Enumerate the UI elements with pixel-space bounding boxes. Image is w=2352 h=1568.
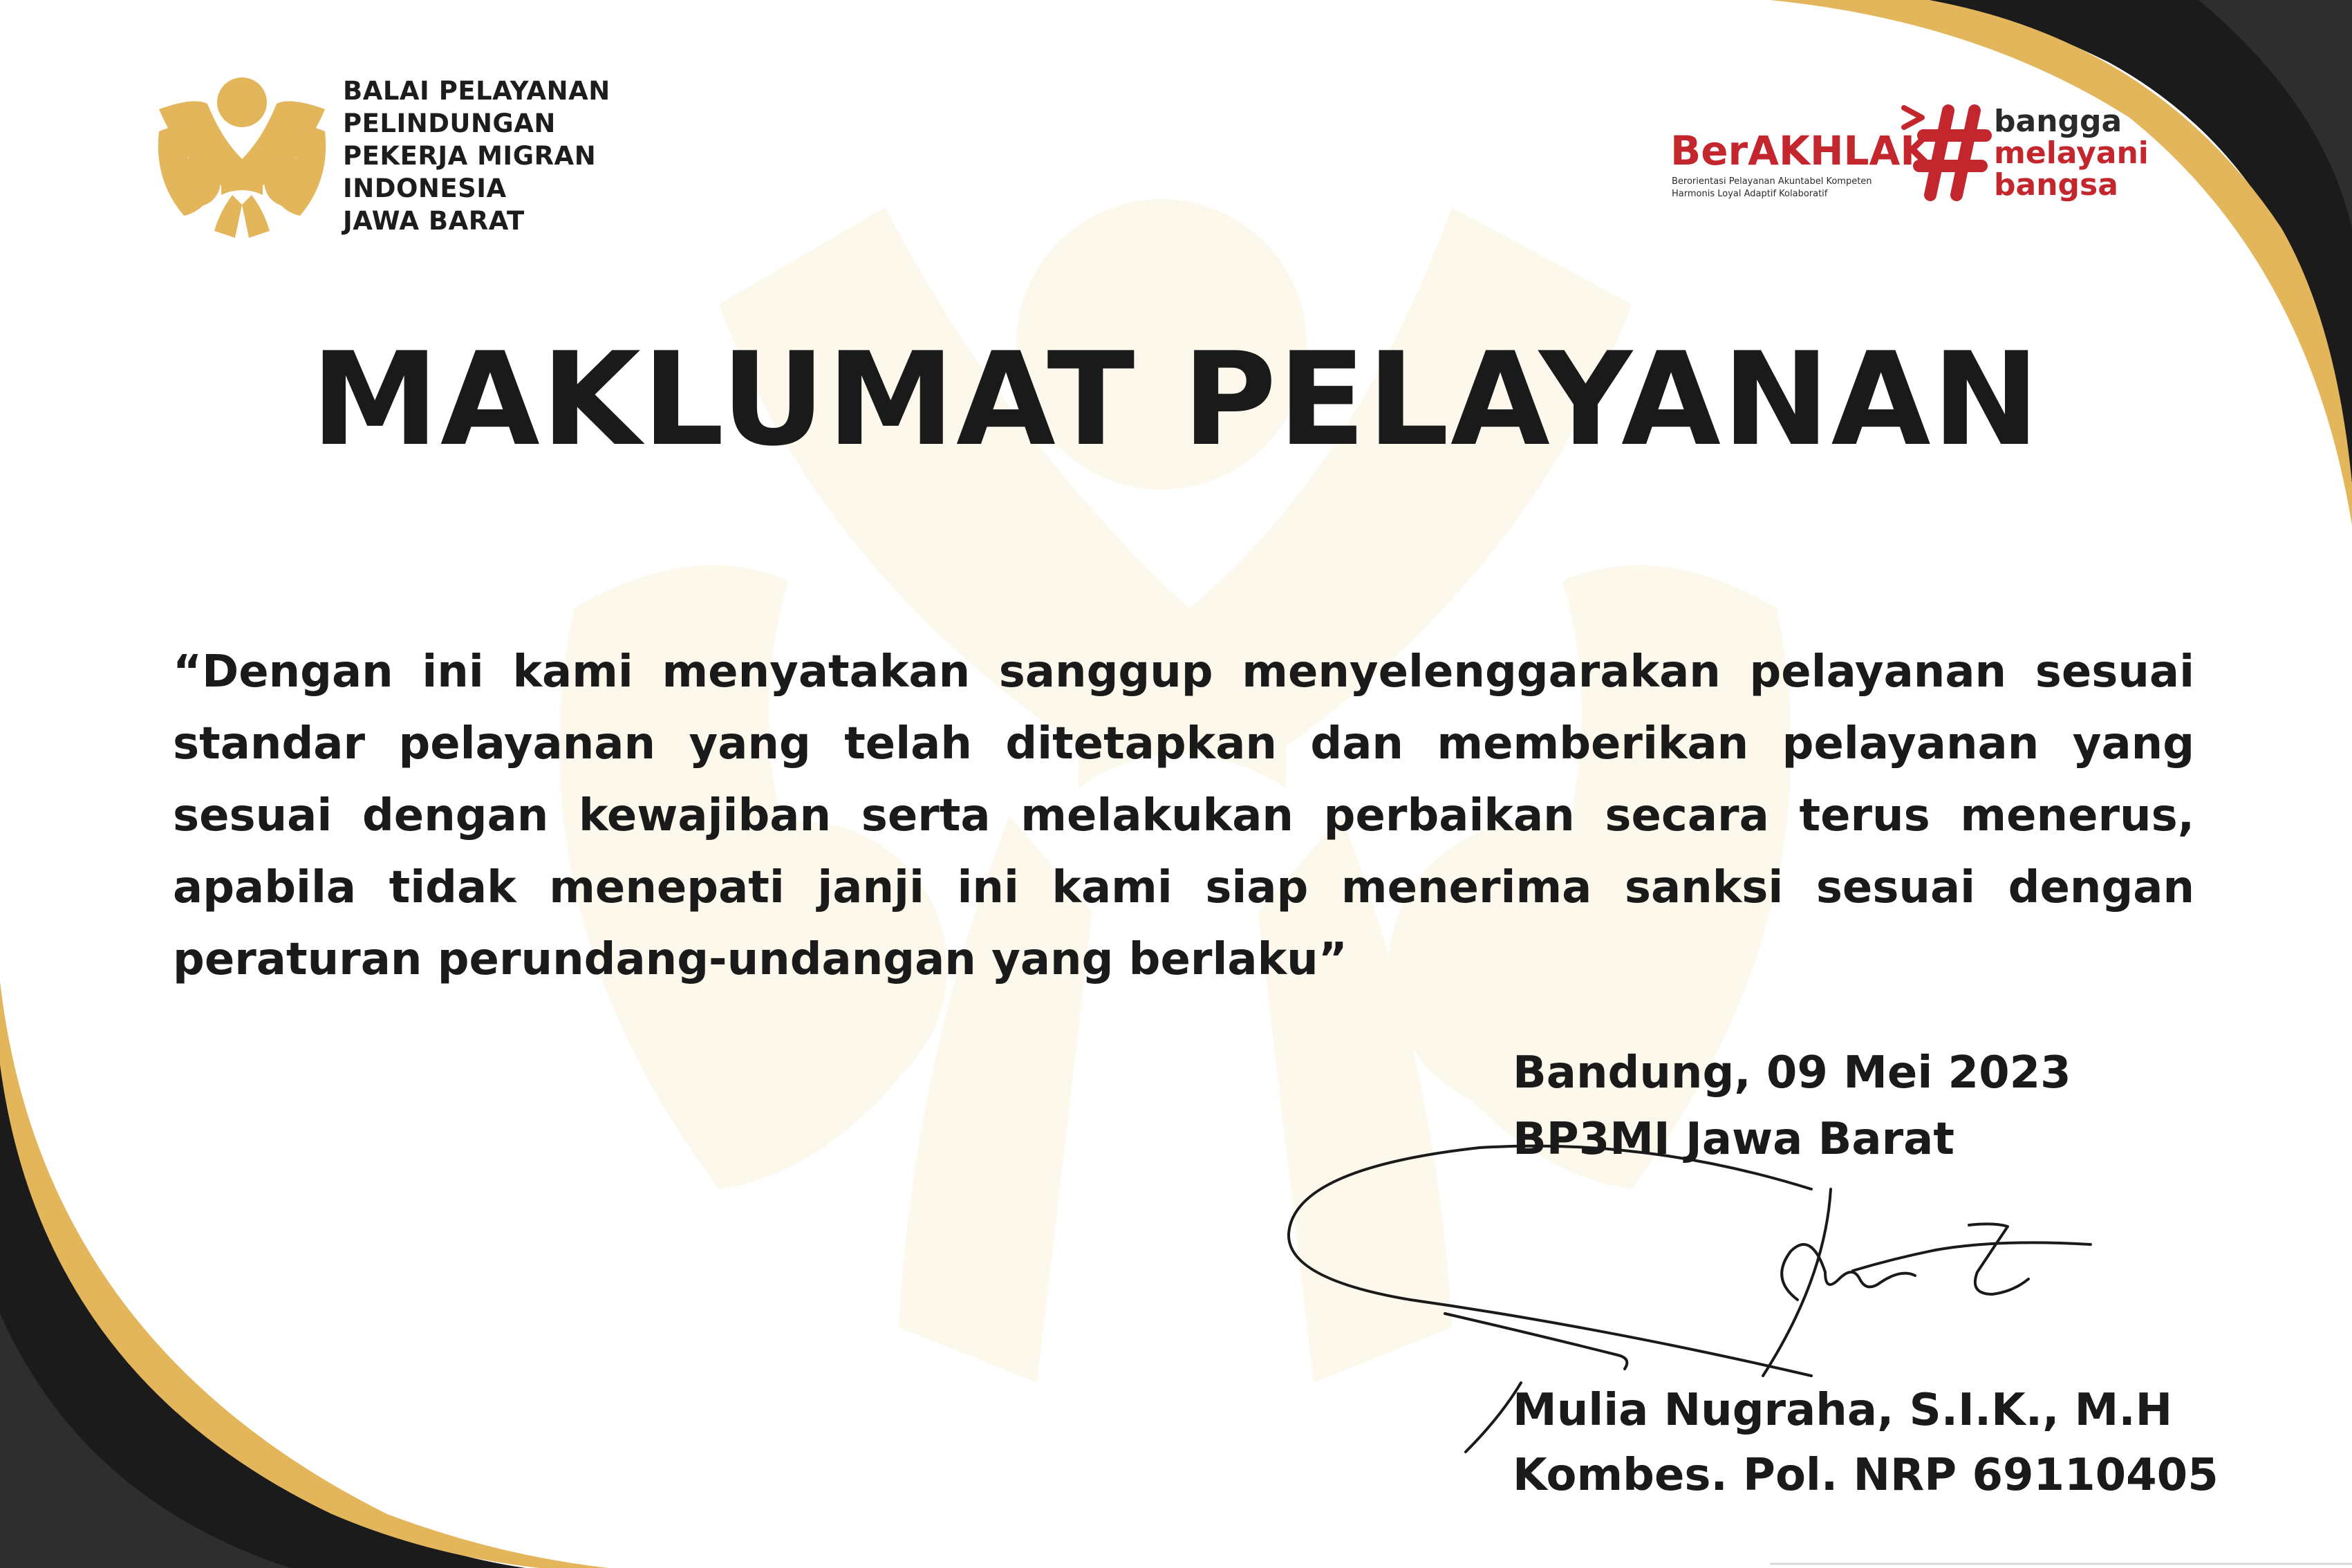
office-name: BP3MI Jawa Barat <box>1513 1114 1954 1165</box>
org-name-line: BALAI PELAYANAN <box>343 76 610 106</box>
org-name-line: JAWA BARAT <box>343 206 525 236</box>
signatory-name: Mulia Nugraha, S.I.K., M.H <box>1513 1385 2173 1436</box>
page-title: MAKLUMAT PELAYANAN <box>310 324 2042 474</box>
berakhlak-values-line: Harmonis Loyal Adaptif Kolaboratif <box>1672 189 1828 199</box>
org-name-line: PELINDUNGAN <box>343 109 556 138</box>
org-name-line: INDONESIA <box>343 174 507 203</box>
slogan-line: bangsa <box>1994 167 2118 203</box>
org-name-line: PEKERJA MIGRAN <box>343 141 597 171</box>
berakhlak-values-line: Berorientasi Pelayanan Akuntabel Kompeten <box>1672 176 1872 187</box>
signatory-rank-nrp: Kombes. Pol. NRP 69110405 <box>1513 1450 2219 1501</box>
slogan-line: bangga <box>1994 104 2122 139</box>
slogan-line: melayani <box>1994 136 2149 171</box>
place-date: Bandung, 09 Mei 2023 <box>1513 1047 2071 1099</box>
service-statement: “Dengan ini kami menyatakan sanggup menyelenggarakan pelayanan sesuai standar pelayanan yang telah ditetapkan dan memberikan pelayanan yang sesuai dengan kewajiban serta melakukan perbaikan secara terus menerus, apabila tidak menepati janji ini kami siap menerima sanksi sesuai dengan peraturan perundang-undangan yang berlaku” <box>173 646 2194 985</box>
berakhlak-wordmark: BerAKHLAK <box>1670 127 1932 174</box>
